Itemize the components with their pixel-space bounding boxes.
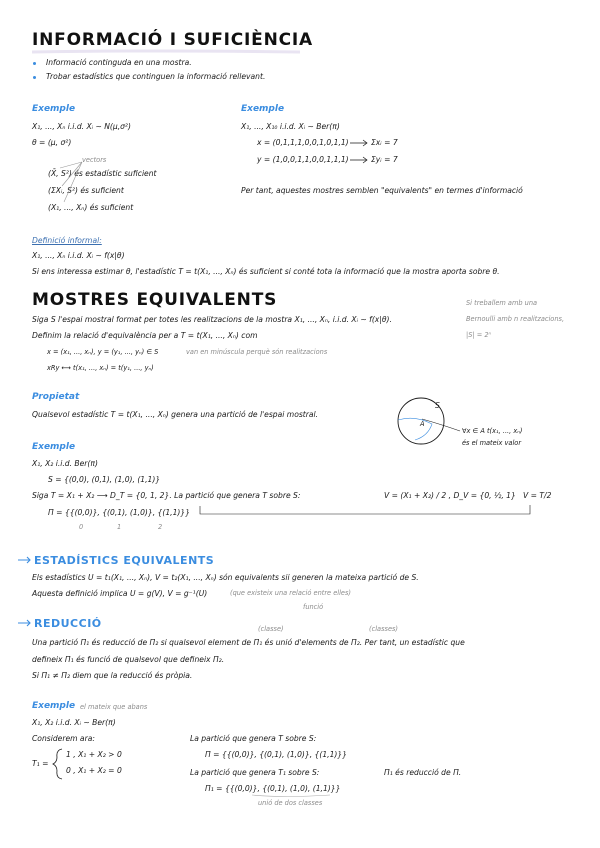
body-line: xRy ⟷ t(x₁, ..., xₙ) = t(y₁, ..., yₙ) [47, 364, 154, 372]
set-label: A [420, 420, 425, 428]
piecewise-label: T₁ = [32, 759, 49, 768]
example-label: Exemple [32, 442, 76, 452]
body-line: defineix Π₁ és funció de qualsevol que defineix Π₂. [32, 655, 225, 664]
annotation: (classes) [369, 625, 399, 633]
bullet-item: Informació continguda en una mostra. [46, 58, 192, 67]
set-label: S [435, 401, 440, 410]
conclusion: Per tant, aquestes mostres semblen "equivalents" en termes d'informació [241, 186, 523, 195]
sum-x: Σxᵢ = 7 [371, 138, 398, 147]
body-line: Si Π₁ ≠ Π₂ diem que la reducció és pròpia. [32, 671, 193, 680]
definition-label: Definició informal: [32, 236, 102, 245]
example-line: X₁, ..., X₁₀ i.i.d. Xᵢ ~ Ber(π) [241, 122, 340, 131]
example-line: X₁, ..., Xₙ i.i.d. Xᵢ ~ N(μ,σ²) [32, 122, 131, 131]
result: Π₁ és reducció de Π. [384, 768, 462, 777]
v-definition: V = (X₁ + X₂) / 2 , D_V = {0, ½, 1} [384, 491, 516, 500]
diagram-note: és el mateix valor [462, 439, 522, 447]
example-line: θ = (μ, σ²) [32, 138, 72, 147]
body-line: Siga S l'espai mostral format per totes les realitzacions de la mostra X₁, ..., Xₙ, i.i.d. Xᵢ ~ f(x|θ). [32, 315, 392, 324]
annotation: van en minúscula perquè són realitzacions [186, 348, 328, 356]
side-note: |S| = 2ⁿ [466, 331, 492, 339]
section-heading: ESTADÍSTICS EQUIVALENTS [34, 554, 215, 567]
class-value: 1 [117, 523, 122, 531]
section-heading: REDUCCIÓ [34, 617, 102, 630]
section-title: MOSTRES EQUIVALENTS [32, 290, 278, 310]
definition-line: X₁, ..., Xₙ i.i.d. Xᵢ ~ f(x|θ) [32, 251, 125, 260]
body-line: Definim la relació d'equivalència per a T = t(X₁, ..., Xₙ) com [32, 331, 258, 340]
example-label: Exemple [241, 104, 285, 114]
example-line: (X₁, ..., Xₙ) és suficient [48, 203, 134, 212]
body-line: Una partició Π₁ és reducció de Π₂ si qualsevol element de Π₁ és unió d'elements de Π₂. Per tant, un estadístic que [32, 638, 465, 647]
example-line: La partició que genera T₁ sobre S: [190, 768, 320, 777]
partition: Π = {{(0,0)}, {(0,1), (1,0)}, {(1,1)}} [48, 508, 191, 517]
annotation: (que existeix una relació entre elles) [230, 589, 351, 597]
example-line: S = {(0,0), (0,1), (1,0), (1,1)} [48, 475, 161, 484]
example-line: Considerem ara: [32, 734, 95, 743]
bullet-item: Trobar estadístics que continguen la informació rellevant. [46, 72, 266, 81]
piecewise-case: 1 , X₁ + X₂ > 0 [66, 750, 122, 759]
class-value: 0 [79, 523, 84, 531]
example-line: X₁, X₂ i.i.d. Xᵢ ~ Ber(π) [32, 718, 116, 727]
annotation: funció [303, 603, 324, 611]
annotation: (classe) [258, 625, 284, 633]
sample-x: x = (0,1,1,1,0,0,1,0,1,1) [257, 138, 349, 147]
example-label: Exemple [32, 104, 76, 114]
example-line: (X̄, S²) és estadístic suficient [48, 169, 157, 178]
partition: Π = {{(0,0)}, {(0,1), (1,0)}, {(1,1)}} [205, 750, 348, 759]
property-text: Qualsevol estadístic T = t(X₁, ..., Xₙ) genera una partició de l'espai mostral. [32, 410, 319, 419]
side-note: Si treballem amb una [466, 299, 538, 307]
v-relation: V = T/2 [523, 491, 552, 500]
sum-y: Σyᵢ = 7 [371, 155, 398, 164]
example-label: Exemple [32, 701, 76, 711]
sample-y: y = (1,0,0,1,1,0,0,1,1,1) [257, 155, 349, 164]
annotation: el mateix que abans [80, 703, 148, 711]
example-line: X₁, X₂ i.i.d. Ber(π) [32, 459, 98, 468]
example-line: (ΣXᵢ, S²) és suficient [48, 186, 124, 195]
example-line: Siga T = X₁ + X₂ ⟶ D_T = {0, 1, 2}. La partició que genera T sobre S: [32, 491, 301, 500]
annotation: vectors [82, 156, 107, 164]
piecewise-case: 0 , X₁ + X₂ = 0 [66, 766, 122, 775]
diagram-note: ∀x ∈ A t(x₁, ..., xₙ) [462, 427, 523, 435]
class-value: 2 [158, 523, 163, 531]
partition: Π₁ = {{(0,0)}, {(0,1), (1,0), (1,1)}} [205, 784, 341, 793]
example-line: La partició que genera T sobre S: [190, 734, 317, 743]
property-label: Propietat [32, 392, 80, 402]
body-line: x = (x₁, ..., xₙ), y = (y₁, ..., yₙ) ∈ S [47, 348, 159, 356]
body-line: Els estadístics U = t₁(X₁, ..., Xₙ), V = t₂(X₁, ..., Xₙ) són equivalents sii generen la mateixa partició de S. [32, 573, 419, 582]
body-line: Aquesta definició implica U = g(V), V = g⁻¹(U) [32, 589, 208, 598]
definition-line: Si ens interessa estimar θ, l'estadístic T = t(X₁, ..., Xₙ) és suficient si conté tota la informació que la mostra aporta sobre θ. [32, 267, 500, 276]
page-title: INFORMACIÓ I SUFICIÈNCIA [32, 30, 313, 50]
side-note: Bernoulli amb n realitzacions, [466, 315, 565, 323]
annotation: unió de dos classes [258, 799, 323, 807]
